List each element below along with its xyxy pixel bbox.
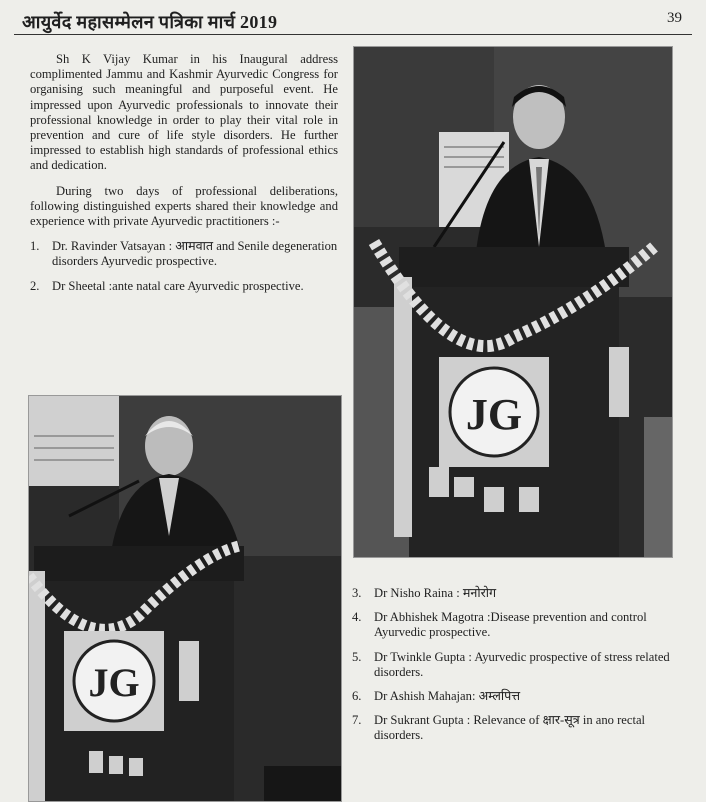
list-item: 7. Dr Sukrant Gupta : Relevance of क्षार-सूत्र in ano rectal disorders. [352, 713, 646, 743]
photo-elder-speaker-image [29, 396, 341, 801]
article-right-column [352, 586, 680, 753]
article-left-column [30, 52, 338, 303]
expert-list-right [352, 586, 680, 744]
svg-text:JG: JG [88, 660, 140, 705]
list-item: 5. Dr Twinkle Gupta : Ayurvedic prospective of stress related disorders. [352, 649, 670, 679]
expert-list-left [30, 239, 338, 294]
page-header [14, 8, 692, 35]
paragraph-deliberations: During two days of professional deliberations, following distinguished experts shared their knowledge and experience with private Ayurvedic practitioners :- [30, 183, 338, 229]
list-item: 4. Dr Abhishek Magotra :Disease prevention and control Ayurvedic prospective. [352, 610, 647, 640]
list-item: 2. Dr Sheetal :ante natal care Ayurvedic prospective. [30, 278, 304, 293]
paragraph-inaugural: Sh K Vijay Kumar in his Inaugural address complimented Jammu and Kashmir Ayurvedic Congress for organising such meaningful and purposeful event. He impressed upon Ayurvedic professionals to innovate their professional knowledge in order to play their vital role in prevention and cure of life style disorders. He further impressed to establish high standards of professional ethics and dedication. [30, 52, 338, 173]
list-item: 1. Dr. Ravinder Vatsayan : आमवात and Senile degeneration disorders Ayurvedic prospective. [30, 239, 338, 269]
list-item: 6. Dr Ashish Mahajan: अम्लपित्त [352, 689, 521, 704]
photo-elder-speaker [28, 395, 342, 802]
svg-text:JG: JG [465, 390, 523, 439]
photo-speaker-podium [353, 46, 673, 558]
page-number: 39 [667, 10, 682, 26]
publication-title: आयुर्वेद महासम्मेलन पत्रिका मार्च 2019 [22, 12, 278, 32]
photo-speaker-podium-image [354, 47, 672, 557]
list-item: 3. Dr Nisho Raina : मनोरोग [352, 586, 497, 600]
